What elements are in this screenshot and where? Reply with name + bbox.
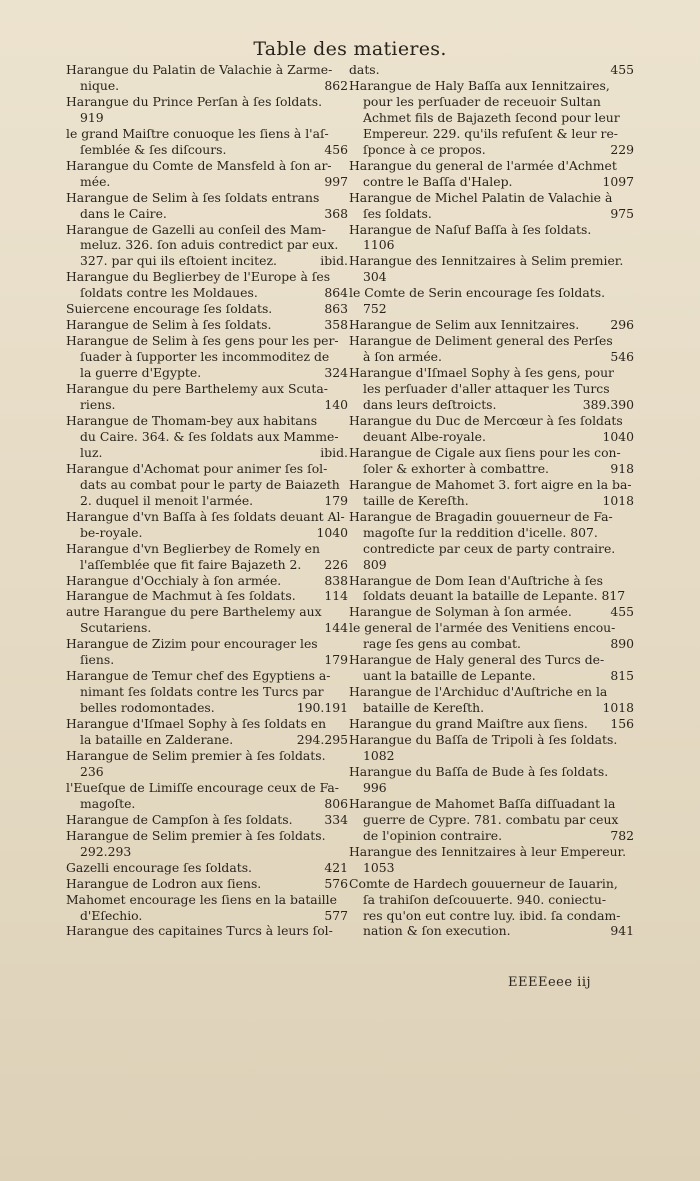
entry-line: Harangue de Solyman à ſon armée. [349,604,572,620]
entry-line: Harangue de Deliment general des Perſes [349,333,613,349]
index-entry [349,222,634,254]
index-entry [349,732,634,764]
entry-line: nation & ſon execution. [363,923,511,939]
page-reference: 1097 [602,173,634,189]
entry-line: belles rodomontades. [80,700,215,716]
entry-line: bataille de Kereſth. [363,700,485,716]
page-reference: 890 [610,636,634,652]
index-entry [349,796,634,844]
entry-line: la bataille en Zalderane. [80,732,234,748]
index-entry [349,158,634,190]
page-reference: 296 [610,317,634,333]
index-entry [66,892,348,924]
entry-line: Harangue du Comte de Mansfeld à ſon ar- [66,157,332,173]
index-entry [349,445,634,477]
index-entry [66,923,348,939]
entry-line: meluz. 326. ſon aduis contredict par eux. [80,237,339,253]
page-reference: 368 [324,205,348,221]
index-entry [66,876,348,892]
page-reference: 455 [610,604,634,620]
entry-line: Harangue de Mahomet Baſſa diſſuadant la [349,795,616,811]
index-entry [349,620,634,652]
index-entry [66,668,348,716]
entry-line: guerre de Cypre. 781. combatu par ceux [363,811,619,827]
index-entry [66,317,348,333]
page-reference: 190.191 [296,700,348,716]
entry-line: riens. [80,397,116,413]
entry-line: Harangue de Zizim pour encourager les [66,636,318,652]
entry-line: magoſte ſur la reddition d'icelle. 807. [363,524,598,540]
index-entry [66,413,348,461]
page-reference: 294.295 [296,732,348,748]
index-entry [66,573,348,589]
page-reference: 862 [324,77,348,93]
index-entry [349,78,634,158]
entry-line: Harangue de l'Archiduc d'Auſtriche en la [349,684,608,700]
page-reference: 941 [610,923,634,939]
entry-line: Harangue de Haly general des Turcs de- [349,652,605,668]
entry-line: ſa trahiſon deſcouuerte. 940. coniectu- [363,891,607,907]
entry-line: Harangue de Lodron aux ſiens. [66,875,262,891]
index-entry [66,333,348,381]
index-entry [349,652,634,684]
entry-line: Harangue de Selim à ſes gens pour les per- [66,333,339,349]
index-entry [349,509,634,573]
entry-line: Harangue de Mahomet 3. fort aigre en la ba- [349,476,632,492]
page-reference: 997 [324,173,348,189]
page-reference: 1040 [602,428,634,444]
entry-line: Harangue de Machmut à ſes ſoldats. [66,588,296,604]
index-entry [349,317,634,333]
entry-line: Harangue d'Achomat pour animer ſes ſol- [66,460,328,476]
entry-line: Harangue d'Iſmael Sophy à ſes ſoldats en [66,716,327,732]
entry-line: ſoldats contre les Moldaues. [80,285,258,301]
page-reference: 806 [324,795,348,811]
entry-line: Harangue de Selim premier à ſes ſoldats. [66,747,326,763]
entry-line: 752 [363,301,387,317]
page-reference: 144 [324,620,348,636]
index-entry [66,716,348,748]
entry-line: le grand Maiſtre conuoque les ſiens à l'aſ- [66,125,329,141]
page-reference: 334 [324,811,348,827]
entry-line: 292.293 [80,843,132,859]
page-reference: 975 [610,205,634,221]
page-reference: 179 [324,492,348,508]
page-reference: 156 [610,716,634,732]
page-reference: 864 [324,285,348,301]
entry-line: Gazelli encourage ſes ſoldats. [66,859,252,875]
page-reference: 577 [324,907,348,923]
index-entry [66,541,348,573]
entry-line: autre Harangue du pere Barthelemy aux [66,604,322,620]
entry-line: Harangue de Selim à ſes ſoldats. [66,317,272,333]
entry-line: nique. [80,77,120,93]
index-entry [349,604,634,620]
entry-line: Harangue des Iennitzaires à leur Empereur. [349,843,627,859]
entry-line: 327. par qui ils eſtoient incitez. [80,253,277,269]
index-entry [66,222,348,270]
entry-line: Harangue de Temur chef des Egyptiens a- [66,668,331,684]
index-entry [66,588,348,604]
entry-line: Harangue du Baſſa de Bude à ſes ſoldats. [349,763,609,779]
entry-line: ſoldats deuant la bataille de Lepante. 817 [363,588,626,604]
entry-line: ſoler & exhorter à combattre. [363,460,549,476]
page-reference: 389.390 [582,397,634,413]
index-entry [66,301,348,317]
entry-line: de l'opinion contraire. [363,827,503,843]
entry-line: dats au combat pour le party de Baiazeth [80,476,340,492]
index-entry [66,828,348,860]
index-entry [66,381,348,413]
entry-line: Harangue du Palatin de Valachie à Zarme- [66,62,333,77]
entry-line: Harangue des capitaines Turcs à leurs ſol- [66,923,333,939]
index-entry [66,94,348,126]
index-entry [66,860,348,876]
page-reference: 179 [324,652,348,668]
page-reference: 1040 [316,524,348,540]
entry-line: dans le Caire. [80,205,167,221]
page-title: Table des matieres. [253,38,447,60]
index-entry [66,748,348,780]
index-column-right [349,62,634,939]
index-entry [66,126,348,158]
page-reference: 140 [324,397,348,413]
entry-line: Harangue de Selim à ſes ſoldats entrans [66,189,320,205]
entry-line: Harangue de Haly Baſſa aux Iennitzaires, [349,77,610,93]
page-reference: 815 [610,668,634,684]
entry-line: Harangue de Selim aux Iennitzaires. [349,317,580,333]
index-entry [349,876,634,940]
entry-line: Harangue d'Iſmael Sophy à ſes gens, pour [349,365,614,381]
entry-line: contre le Baſſa d'Halep. [363,173,513,189]
entry-line: Harangue de Campſon à ſes ſoldats. [66,811,293,827]
entry-line: uant la bataille de Lepante. [363,668,536,684]
entry-line: Harangue d'vn Beglierbey de Romely en [66,540,320,556]
index-entry [349,333,634,365]
entry-line: Harangue d'Occhialy à ſon armée. [66,572,282,588]
entry-line: à ſon armée. [363,349,442,365]
entry-line: Harangue du Baſſa de Tripoli à ſes ſoldats. [349,732,618,748]
entry-line: Comte de Hardech gouuerneur de Iauarin, [349,875,618,891]
page-reference: 456 [324,141,348,157]
entry-line: Harangue de Michel Palatin de Valachie à [349,189,613,205]
entry-line: Suiercene encourage ſes ſoldats. [66,301,273,317]
index-entry [66,269,348,301]
page-reference: 455 [610,62,634,77]
entry-line: Harangue de Cigale aux ſiens pour les con- [349,444,621,460]
entry-line: 1082 [363,747,395,763]
page-reference: ibid. [320,253,348,269]
entry-line: 236 [80,763,104,779]
entry-line: Harangue de Selim premier à ſes ſoldats. [66,827,326,843]
entry-line: Harangue du general de l'armée d'Achmet [349,157,617,173]
entry-line: magoſte. [80,795,136,811]
entry-line: be-royale. [80,524,143,540]
entry-line: la guerre d'Egypte. [80,365,202,381]
entry-line: dats. [349,62,380,77]
entry-line: deuant Albe-royale. [363,428,486,444]
page-reference: 1018 [602,492,634,508]
entry-line: taille de Kereſth. [363,492,469,508]
page-reference: 546 [610,349,634,365]
index-entry [66,604,348,636]
entry-line: ſes ſoldats. [363,205,432,221]
page-reference: 1018 [602,700,634,716]
page-reference: 421 [324,859,348,875]
entry-line: d'Eſechio. [80,907,143,923]
entry-line: 2. duquel il menoit l'armée. [80,492,254,508]
index-entry [66,780,348,812]
page-reference: 918 [610,460,634,476]
entry-line: 996 [363,779,387,795]
entry-line: Scutariens. [80,620,152,636]
page-reference: 863 [324,301,348,317]
signature-mark: EEEEeee iij [508,975,592,990]
page-reference: 226 [324,556,348,572]
entry-line: dans leurs deſtroicts. [363,397,497,413]
entry-line: Harangue du Duc de Mercœur à ſes ſoldats [349,412,623,428]
index-entry [349,477,634,509]
entry-line: rage ſes gens au combat. [363,636,521,652]
index-entry [349,190,634,222]
entry-line: Harangue de Bragadin gouuerneur de Fa- [349,508,613,524]
entry-line: ſiens. [80,652,115,668]
entry-line: Achmet fils de Bajazeth ſecond pour leur [363,109,620,125]
entry-line: 1053 [363,859,395,875]
index-entry [66,190,348,222]
entry-line: res qu'on eut contre luy. ibid. ſa condam- [363,907,621,923]
index-entry [349,365,634,413]
entry-line: Harangue du pere Barthelemy aux Scuta- [66,381,328,397]
index-entry [349,764,634,796]
entry-line: du Caire. 364. & ſes ſoldats aux Mamme- [80,428,339,444]
index-entry [349,684,634,716]
entry-line: ſponce à ce propos. [363,141,486,157]
entry-line: mée. [80,173,111,189]
page-reference: ibid. [320,444,348,460]
page-reference: 576 [324,875,348,891]
entry-line: le Comte de Serin encourage ſes ſoldats. [349,285,606,301]
entry-line: Harangue du Beglierbey de l'Europe à ſes [66,269,331,285]
index-entry [66,509,348,541]
page-reference: 838 [324,572,348,588]
entry-line: 809 [363,556,387,572]
index-entry [66,812,348,828]
entry-line: les perſuader d'aller attaquer les Turcs [363,381,610,397]
entry-line: le general de l'armée des Venitiens encou- [349,620,616,636]
page-reference: 229 [610,141,634,157]
entry-line: Harangue de Thomam-bey aux habitans [66,412,318,428]
index-entry [66,636,348,668]
entry-line: nimant ſes ſoldats contre les Turcs par [80,684,324,700]
entry-line: Harangue du grand Maiſtre aux ſiens. [349,716,588,732]
entry-line: Harangue des Iennitzaires à Selim premier. [349,253,624,269]
index-entry [66,158,348,190]
entry-line: Mahomet encourage les ſiens en la bataille [66,891,337,907]
page-reference: 324 [324,365,348,381]
entry-line: pour les perſuader de receuoir Sultan [363,93,601,109]
entry-line: l'Eueſque de Limiſſe encourage ceux de Fa- [66,779,339,795]
page-reference: 358 [324,317,348,333]
index-entry [349,716,634,732]
entry-line: luz. [80,444,103,460]
entry-line: Harangue de Gazelli au conſeil des Mam- [66,221,326,237]
entry-line: ſemblée & ſes diſcours. [80,141,227,157]
entry-line: Harangue d'vn Baſſa à ſes ſoldats deuant Al- [66,508,345,524]
entry-line: l'aſſemblée que fit faire Bajazeth 2. [80,556,302,572]
index-entry [66,62,348,94]
entry-line: Empereur. 229. qu'ils refuſent & leur re- [363,125,618,141]
page-reference: 114 [324,588,348,604]
index-entry [349,253,634,285]
index-column-left [66,62,348,939]
index-entry [349,573,634,605]
index-entry [349,62,634,78]
index-entry [66,461,348,509]
entry-line: 1106 [363,237,395,253]
index-entry [349,285,634,317]
entry-line: Harangue de Dom Iean d'Auſtriche à ſes [349,572,603,588]
page-reference: 782 [610,827,634,843]
entry-line: contredicte par ceux de party contraire. [363,540,616,556]
index-entry [349,844,634,876]
index-entry [349,413,634,445]
entry-line: Harangue de Naſuf Baſſa à ſes ſoldats. [349,221,592,237]
entry-line: Harangue du Prince Perſan à ſes ſoldats. [66,93,323,109]
entry-line: 919 [80,109,104,125]
entry-line: ſuader à ſupporter les incommoditez de [80,349,330,365]
entry-line: 304 [363,269,387,285]
